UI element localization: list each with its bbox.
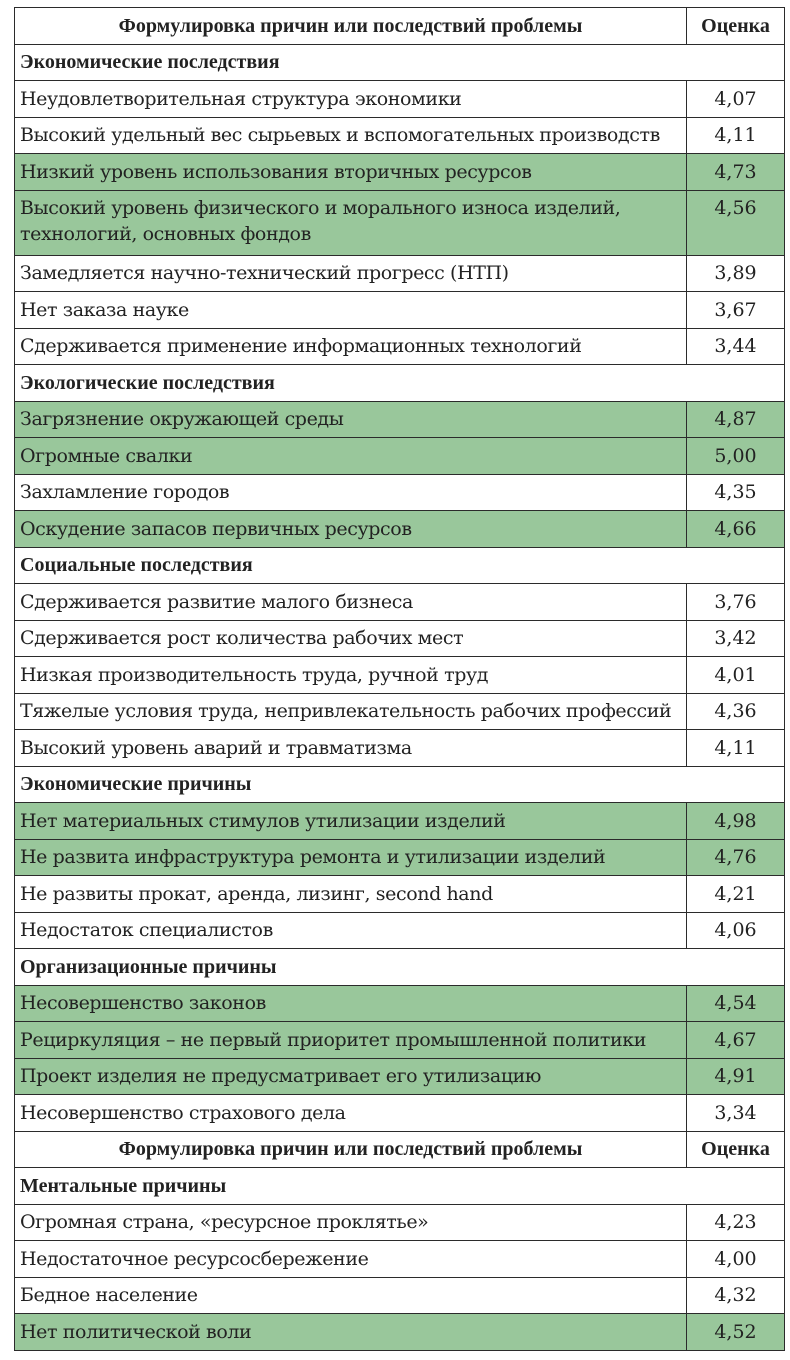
item-score: 4,67	[687, 1022, 785, 1059]
item-score: 4,11	[687, 117, 785, 154]
item-text: Несовершенство законов	[15, 985, 687, 1022]
table-row	[15, 190, 785, 255]
table-header-row	[15, 8, 785, 45]
item-score: 4,52	[687, 1314, 785, 1351]
table-row	[15, 292, 785, 329]
item-score: 4,87	[687, 401, 785, 438]
item-text: Низкая производительность труда, ручной труд	[15, 657, 687, 694]
section-title: Ментальные причины	[15, 1168, 785, 1205]
item-text: Сдерживается применение информационных технологий	[15, 328, 687, 365]
item-score: 4,32	[687, 1277, 785, 1314]
table-row	[15, 154, 785, 191]
item-score: 4,66	[687, 511, 785, 548]
item-score: 4,23	[687, 1204, 785, 1241]
table-row	[15, 876, 785, 913]
table-row	[15, 803, 785, 840]
item-text: Огромная страна, «ресурсное проклятье»	[15, 1204, 687, 1241]
table-header-row-repeat	[15, 1131, 785, 1168]
item-text: Не развиты прокат, аренда, лизинг, second hand	[15, 876, 687, 913]
item-score: 4,35	[687, 474, 785, 511]
item-text: Огромные свалки	[15, 438, 687, 475]
table-row	[15, 438, 785, 475]
table-row	[15, 1314, 785, 1351]
section-header-row	[15, 547, 785, 584]
item-text: Несовершенство страхового дела	[15, 1095, 687, 1132]
section-header-row	[15, 44, 785, 81]
item-score: 4,76	[687, 839, 785, 876]
table-row	[15, 474, 785, 511]
item-score: 3,44	[687, 328, 785, 365]
item-text: Сдерживается рост количества рабочих мест	[15, 620, 687, 657]
item-text: Высокий уровень физического и морального износа изделий, технологий, основных фондов	[15, 190, 687, 255]
header-formulation: Формулировка причин или последствий проблемы	[15, 1131, 687, 1168]
header-score: Оценка	[687, 8, 785, 45]
section-title: Экономические причины	[15, 766, 785, 803]
section-title: Экономические последствия	[15, 44, 785, 81]
item-text: Сдерживается развитие малого бизнеса	[15, 584, 687, 621]
table-row	[15, 255, 785, 292]
item-score: 3,67	[687, 292, 785, 329]
item-score: 3,89	[687, 255, 785, 292]
item-text: Замедляется научно-технический прогресс (НТП)	[15, 255, 687, 292]
item-text: Нет заказа науке	[15, 292, 687, 329]
item-score: 5,00	[687, 438, 785, 475]
item-score: 4,11	[687, 730, 785, 767]
table-row	[15, 730, 785, 767]
table-row	[15, 620, 785, 657]
item-score: 3,34	[687, 1095, 785, 1132]
item-text: Бедное население	[15, 1277, 687, 1314]
item-score: 4,21	[687, 876, 785, 913]
table-row	[15, 839, 785, 876]
item-text: Не развита инфраструктура ремонта и утилизации изделий	[15, 839, 687, 876]
table-row	[15, 1058, 785, 1095]
section-header-row	[15, 766, 785, 803]
item-text: Проект изделия не предусматривает его утилизацию	[15, 1058, 687, 1095]
item-score: 4,01	[687, 657, 785, 694]
item-text: Недостаточное ресурсосбережение	[15, 1241, 687, 1278]
item-text: Неудовлетворительная структура экономики	[15, 81, 687, 118]
section-title: Экологические последствия	[15, 365, 785, 402]
header-score: Оценка	[687, 1131, 785, 1168]
item-score: 4,06	[687, 912, 785, 949]
problem-assessment-table	[14, 7, 785, 1351]
section-title: Социальные последствия	[15, 547, 785, 584]
item-score: 3,76	[687, 584, 785, 621]
table-row	[15, 584, 785, 621]
table-row	[15, 401, 785, 438]
section-header-row	[15, 365, 785, 402]
item-score: 4,36	[687, 693, 785, 730]
table-row	[15, 1204, 785, 1241]
table-row	[15, 657, 785, 694]
item-score: 4,91	[687, 1058, 785, 1095]
section-title: Организационные причины	[15, 949, 785, 986]
table-row	[15, 1241, 785, 1278]
table-row	[15, 117, 785, 154]
item-score: 4,54	[687, 985, 785, 1022]
table-body	[15, 8, 785, 1351]
table-row	[15, 693, 785, 730]
table-row	[15, 81, 785, 118]
item-text: Тяжелые условия труда, непривлекательность рабочих профессий	[15, 693, 687, 730]
item-score: 4,56	[687, 190, 785, 255]
item-text: Недостаток специалистов	[15, 912, 687, 949]
item-text: Захламление городов	[15, 474, 687, 511]
item-text: Нет политической воли	[15, 1314, 687, 1351]
item-text: Рециркуляция – не первый приоритет промышленной политики	[15, 1022, 687, 1059]
item-score: 4,07	[687, 81, 785, 118]
item-score: 4,73	[687, 154, 785, 191]
section-header-row	[15, 949, 785, 986]
item-text: Высокий удельный вес сырьевых и вспомогательных производств	[15, 117, 687, 154]
section-header-row	[15, 1168, 785, 1205]
table-row	[15, 985, 785, 1022]
item-score: 4,00	[687, 1241, 785, 1278]
table-row	[15, 1095, 785, 1132]
item-text: Низкий уровень использования вторичных ресурсов	[15, 154, 687, 191]
table-row	[15, 328, 785, 365]
table-row	[15, 912, 785, 949]
table-row	[15, 1277, 785, 1314]
item-text: Нет материальных стимулов утилизации изделий	[15, 803, 687, 840]
table-row	[15, 1022, 785, 1059]
item-text: Оскудение запасов первичных ресурсов	[15, 511, 687, 548]
header-formulation: Формулировка причин или последствий проблемы	[15, 8, 687, 45]
item-text: Высокий уровень аварий и травматизма	[15, 730, 687, 767]
item-score: 3,42	[687, 620, 785, 657]
table-row	[15, 511, 785, 548]
item-score: 4,98	[687, 803, 785, 840]
item-text: Загрязнение окружающей среды	[15, 401, 687, 438]
